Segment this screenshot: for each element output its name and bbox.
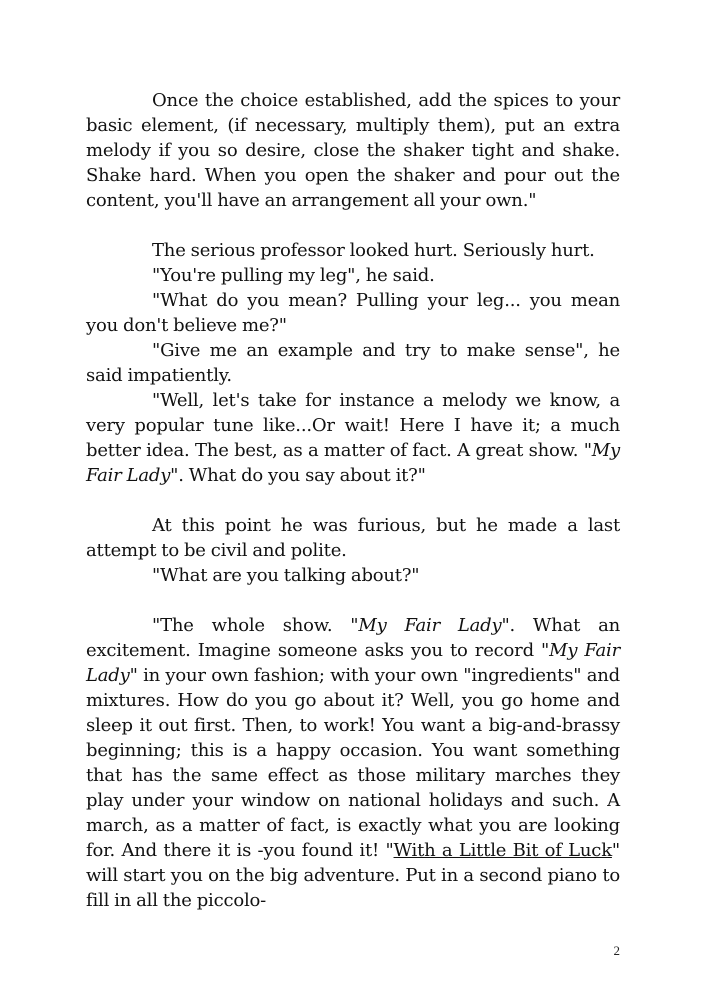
paragraph-text: "Well, let's take for instance a melody we know, a very popular tune like...Or wait! Here I have it; a much better idea. The best, as a matter of fact. A great show. " [86,390,620,461]
paragraph-gap [86,588,620,613]
paragraph-gap [86,213,620,238]
paragraph-text: " in your own fashion; with your own "ingredients" and mixtures. How do you go about it? Well, you go home and sleep it out first. Then, to work! You want a big-and-brassy beginning; this is a happy occasion. You want something that has the same effect as those military marches they play under your window on national holidays and such. A march, as a matter of fact, is exactly what you are looking for. And there it is -you found it! " [86,665,620,861]
paragraph-text: ". What do you say about it?" [170,465,426,486]
underlined-song-title: With a Little Bit of Luck [393,840,612,861]
italic-title: My Fair Lady [358,615,502,636]
paragraph-text: At this point he was furious, but he made a last attempt to be civil and polite. [86,515,620,561]
paragraph [86,338,620,388]
paragraph-gap [86,488,620,513]
paragraph-text: ". What an excitement. Imagine someone asks you to record " [86,615,620,661]
page-body-text [86,88,620,913]
italic-title: My Fair Lady [86,440,620,486]
paragraph-text: "What are you talking about?" [152,565,420,586]
paragraph-text: "You're pulling my leg", he said. [152,265,435,286]
paragraph-text: "The whole show. " [152,615,359,636]
paragraph-text: Once the choice established, add the spices to your basic element, (if necessary, multiply them), put an extra melody if you so desire, close the shaker tight and shake. Shake hard. When you open the shaker and pour out the content, you'll have an arrangement all your own." [86,90,620,211]
paragraph [86,563,620,588]
paragraph [86,388,620,488]
paragraph-text: The serious professor looked hurt. Seriously hurt. [152,240,595,261]
paragraph [86,263,620,288]
paragraph-text: "What do you mean? Pulling your leg... you mean you don't believe me?" [86,290,620,336]
paragraph [86,288,620,338]
paragraph [86,513,620,563]
page-number: 2 [613,943,620,958]
paragraph [86,238,620,263]
italic-title: My Fair Lady [86,640,620,686]
paragraph [86,613,620,913]
paragraph [86,88,620,213]
paragraph-text: "Give me an example and try to make sense", he said impatiently. [86,340,620,386]
paragraph-text: " will start you on the big adventure. Put in a second piano to fill in all the piccolo- [86,840,620,911]
